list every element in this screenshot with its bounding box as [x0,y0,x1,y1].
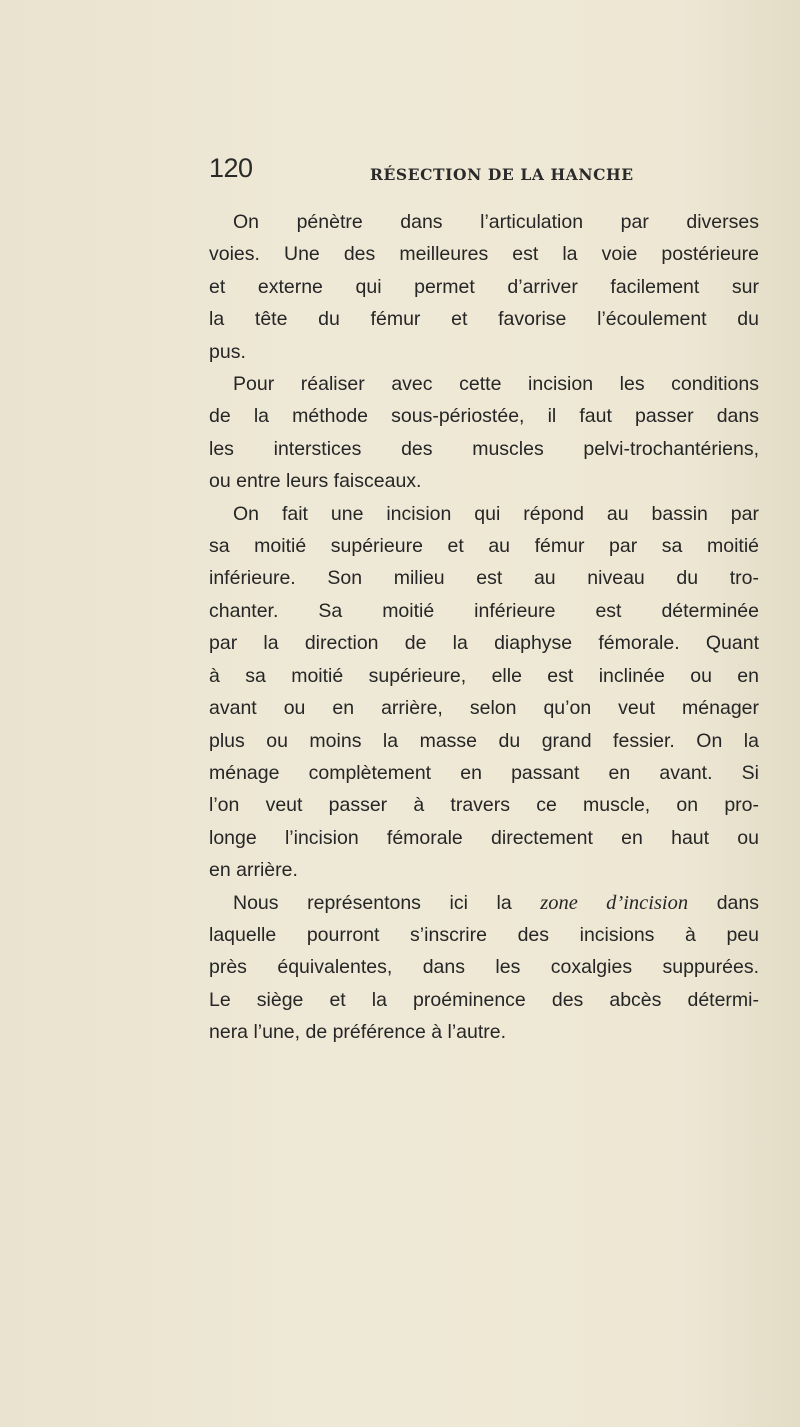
text-line: ou entre leurs faisceaux. [209,470,422,493]
text-line [209,887,759,919]
text-line: avant ou en arrière, selon qu’on veut ménager [209,697,759,720]
body-text [209,206,759,1049]
text-line: nera l’une, de préférence à l’autre. [209,1021,507,1044]
text-line: la tête du fémur et favorise l’écoulement du [209,308,759,331]
text-line: Le siège et la proéminence des abcès détermi- [209,988,759,1011]
text-line: chanter. Sa moitié inférieure est déterminée [209,599,759,622]
text-line: pus. [209,340,246,363]
text-line: près équivalentes, dans les coxalgies suppurées. [209,956,759,979]
page-number: 120 [209,153,253,183]
text-line: sa moitié supérieure et au fémur par sa moitié [209,535,759,558]
paragraph [209,206,759,368]
text-run: dans [688,891,759,914]
text-line: de la méthode sous-périostée, il faut passer dans [209,405,759,428]
text-line: laquelle pourront s’inscrire des incisions à peu [209,923,759,946]
text-line: voies. Une des meilleures est la voie postérieure [209,243,759,266]
text-line: à sa moitié supérieure, elle est inclinée ou en [209,664,759,687]
paragraph [209,498,759,887]
text-line: et externe qui permet d’arriver facilement sur [209,275,759,298]
text-run: Nous représentons ici la [233,891,541,914]
text-line: On fait une incision qui répond au bassin par [233,502,759,525]
text-line: plus ou moins la masse du grand fessier. On la [209,729,759,752]
text-line: par la direction de la diaphyse fémorale. Quant [209,632,759,655]
text-line: Pour réaliser avec cette incision les conditions [233,373,759,396]
text-line: inférieure. Son milieu est au niveau du tro- [209,567,759,590]
text-line: en arrière. [209,859,298,882]
text-line: ménage complètement en passant en avant. Si [209,761,759,784]
text-line: l’on veut passer à travers ce muscle, on pro- [209,794,759,817]
paragraph [209,368,759,498]
text-line: On pénètre dans l’articulation par diverses [233,211,759,233]
italic-term: zone d’incision [540,891,689,914]
running-head: RÉSECTION DE LA HANCHE [370,165,634,184]
paragraph [209,887,759,1049]
text-line: longe l’incision fémorale directement en haut ou [209,826,759,849]
text-line: les interstices des muscles pelvi-trochantériens, [209,437,759,460]
